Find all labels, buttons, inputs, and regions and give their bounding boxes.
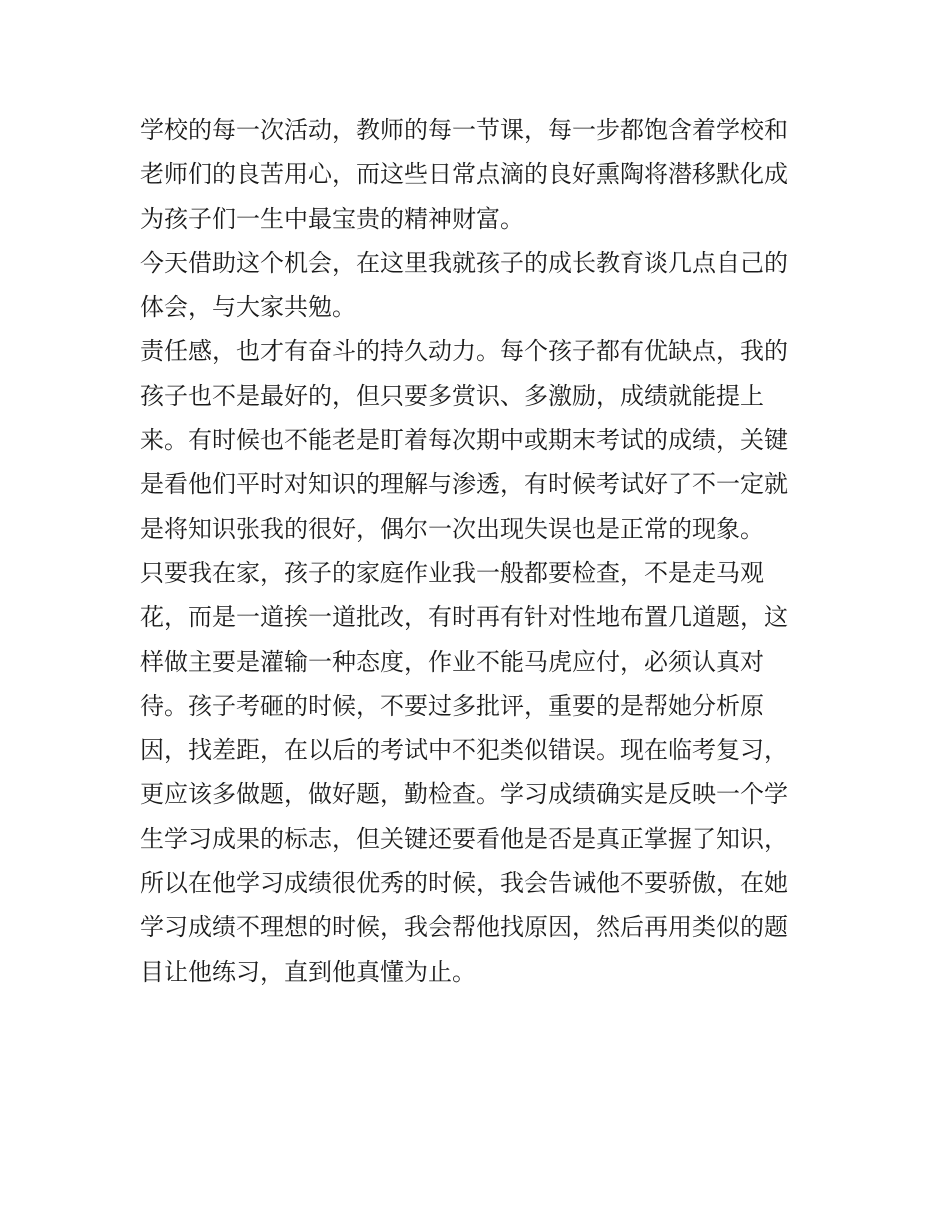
text-line: 所以在他学习成绩很优秀的时候，我会告诫他不要骄傲，在她 bbox=[140, 869, 788, 898]
text-line: 是将知识张我的很好，偶尔一次出现失误也是正常的现象。 bbox=[140, 514, 764, 543]
text-line: 来。有时候也不能老是盯着每次期中或期末考试的成绩，关键 bbox=[140, 426, 788, 455]
text-line: 更应该多做题，做好题，勤检查。学习成绩确实是反映一个学 bbox=[140, 780, 788, 809]
text-line: 待。孩子考砸的时候，不要过多批评，重要的是帮她分析原 bbox=[140, 691, 764, 720]
text-line: 为孩子们一生中最宝贵的精神财富。 bbox=[140, 204, 524, 233]
text-line: 目让他练习，直到他真懂为止。 bbox=[140, 957, 476, 986]
text-line: 样做主要是灌输一种态度，作业不能马虎应付，必须认真对 bbox=[140, 647, 764, 676]
text-line: 因，找差距，在以后的考试中不犯类似错误。现在临考复习， bbox=[140, 736, 788, 765]
text-line: 今天借助这个机会，在这里我就孩子的成长教育谈几点自己的 bbox=[140, 248, 788, 277]
text-line: 是看他们平时对知识的理解与渗透，有时候考试好了不一定就 bbox=[140, 470, 788, 499]
text-line: 学校的每一次活动，教师的每一节课，每一步都饱含着学校和 bbox=[140, 116, 788, 144]
body-text bbox=[140, 108, 820, 994]
text-line: 老师们的良苦用心，而这些日常点滴的良好熏陶将潜移默化成 bbox=[140, 160, 788, 189]
text-line: 学习成绩不理想的时候，我会帮他找原因，然后再用类似的题 bbox=[140, 913, 788, 942]
text-line: 花，而是一道挨一道批改，有时再有针对性地布置几道题，这 bbox=[140, 603, 788, 632]
text-line: 孩子也不是最好的，但只要多赏识、多激励，成绩就能提上 bbox=[140, 381, 764, 410]
text-line: 体会，与大家共勉。 bbox=[140, 293, 356, 322]
text-line: 生学习成果的标志，但关键还要看他是否是真正掌握了知识， bbox=[140, 824, 788, 853]
text-line: 只要我在家，孩子的家庭作业我一般都要检查，不是走马观 bbox=[140, 558, 764, 587]
text-line: 责任感，也才有奋斗的持久动力。每个孩子都有优缺点，我的 bbox=[140, 337, 788, 366]
